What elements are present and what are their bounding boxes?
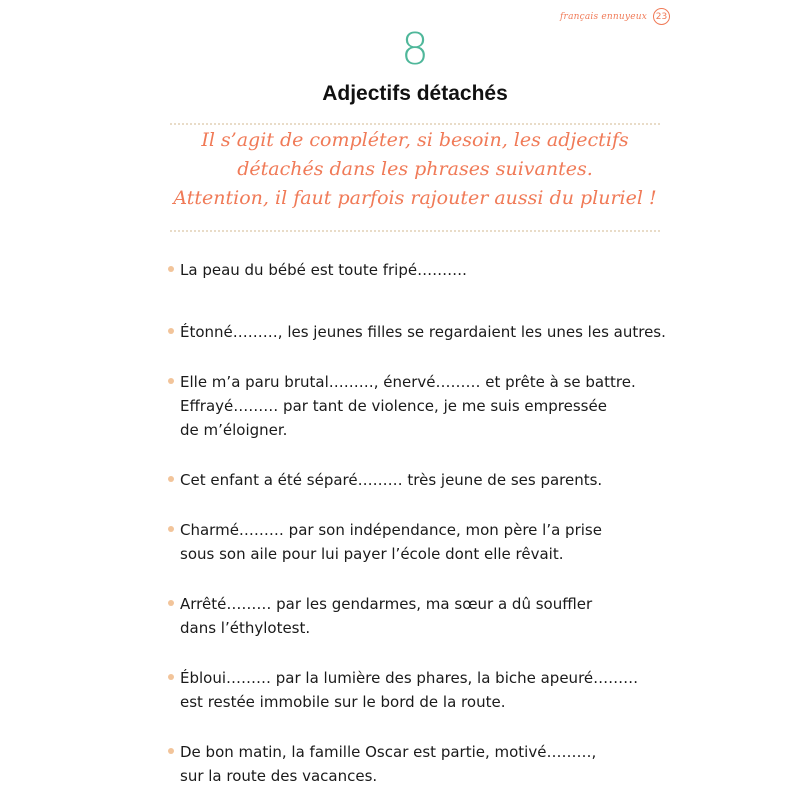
sentence-line: Cet enfant a été séparé……… très jeune de ses parents. (180, 471, 603, 489)
sentence-line: Effrayé……… par tant de violence, je me suis empressée (180, 397, 607, 415)
list-item (168, 370, 688, 442)
bullet-icon (168, 266, 174, 272)
sentence-line: Arrêté……… par les gendarmes, ma sœur a dû souffler (180, 595, 593, 613)
bullet-icon (168, 600, 174, 606)
instructions (150, 126, 680, 213)
bullet-icon (168, 526, 174, 532)
list-item (168, 468, 688, 492)
sentence-line: Charmé……… par son indépendance, mon père l’a prise (180, 521, 602, 539)
list-item (168, 592, 688, 640)
list-item (168, 258, 688, 282)
sentence-line: Elle m’a paru brutal………, énervé……… et prête à se battre. (180, 373, 636, 391)
instruction-line: détachés dans les phrases suivantes. (237, 158, 593, 180)
sentence-line: Ébloui……… par la lumière des phares, la biche apeuré……… (180, 669, 639, 687)
bullet-icon (168, 674, 174, 680)
sentence-line: Étonné………, les jeunes filles se regardaient les unes les autres. (180, 323, 666, 341)
exercise-list (168, 258, 688, 788)
sentence-line: dans l’éthylotest. (180, 619, 311, 637)
list-item (168, 740, 688, 788)
divider-top (170, 123, 660, 125)
instruction-line: Attention, il faut parfois rajouter aussi du pluriel ! (173, 187, 657, 209)
bullet-icon (168, 328, 174, 334)
sentence-line: De bon matin, la famille Oscar est partie, motivé………, (180, 743, 597, 761)
list-item (168, 320, 688, 344)
sentence-line: de m’éloigner. (180, 421, 288, 439)
bullet-icon (168, 378, 174, 384)
sentence-line: La peau du bébé est toute fripé………. (180, 261, 467, 279)
page-header (560, 8, 670, 25)
exercise-number: 8 (401, 24, 429, 75)
bullet-icon (168, 748, 174, 754)
page-number-badge: 23 (653, 8, 670, 25)
list-item (168, 666, 688, 714)
list-item (168, 518, 688, 566)
sentence-line: sur la route des vacances. (180, 767, 378, 785)
bullet-icon (168, 476, 174, 482)
sentence-line: est restée immobile sur le bord de la route. (180, 693, 506, 711)
sentence-line: sous son aile pour lui payer l’école dont elle rêvait. (180, 545, 564, 563)
exercise-title: Adjectifs détachés (322, 82, 508, 105)
divider-bottom (170, 230, 660, 232)
instruction-line: Il s’agit de compléter, si besoin, les adjectifs (201, 129, 629, 151)
section-label: français ennuyeux (560, 11, 647, 22)
